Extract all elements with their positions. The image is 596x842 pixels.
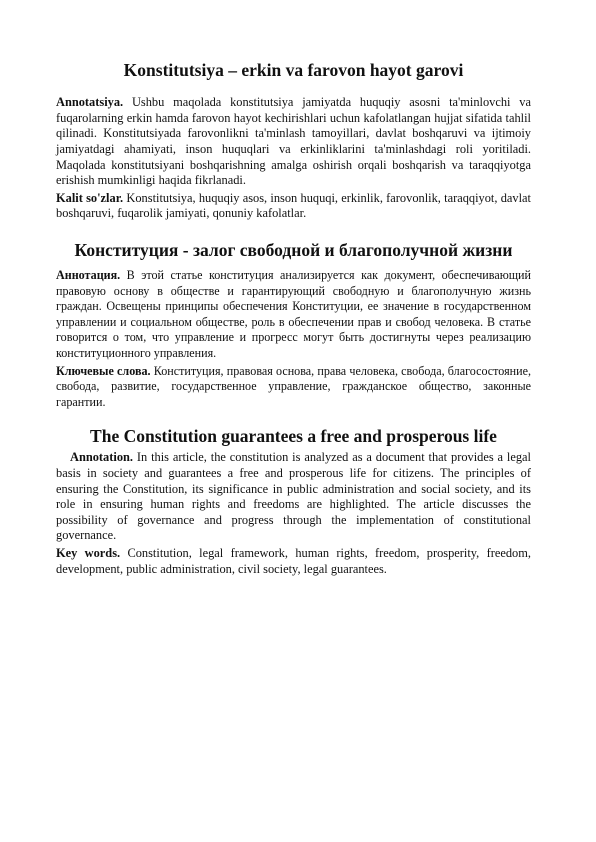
russian-keywords-text: Конституция, правовая основа, права человека, свобода, благосостояние, свобода, развитие, государственное управление, гражданское общество, законные гарантии.: [56, 363, 531, 409]
russian-keywords: [56, 364, 531, 411]
russian-abstract-label: Аннотация.: [56, 268, 121, 282]
russian-section: [56, 240, 531, 410]
russian-abstract: [56, 268, 531, 362]
russian-abstract-text: В этой статье конституция анализируется как документ, обеспечивающий правовую основу в обществе и гарантирующий свободную и благополучную жизнь граждан. Освещены принципы обеспечения Конституции, ее значение в государственном управлении и социальном обществе, роль в обеспечении прав и свобод человека. В статье говорится о том, что управление и прогресс могут быть достигнуты через реализацию конституционного управления.: [56, 268, 531, 360]
uzbek-title: Konstitutsiya – erkin va farovon hayot garovi: [123, 60, 464, 80]
english-keywords-text: Constitution, legal framework, human rights, freedom, prosperity, freedom, development, public administration, civil society, legal guarantees.: [56, 546, 531, 576]
english-keywords-label: Key words.: [56, 546, 121, 561]
english-abstract: [56, 450, 531, 544]
english-keywords: [56, 546, 531, 577]
uzbek-keywords-text: Konstitutsiya, huquqiy asos, inson huquqi, erkinlik, farovonlik, taraqqiyot, davlat boshqaruvi, fuqarolik jamiyati, qonuniy kafolatlar.: [56, 190, 531, 221]
paper-page: [56, 60, 531, 579]
uzbek-keywords: [56, 191, 531, 222]
english-abstract-label: Annotation.: [70, 450, 133, 465]
english-title: The Constitution guarantees a free and prosperous life: [90, 426, 497, 447]
uzbek-abstract-text: Ushbu maqolada konstitutsiya jamiyatda huquqiy asosni ta'minlovchi va fuqarolarning erkin hamda farovon hayot kechirishlari uchun kafolatlangan hujjat sifatida tahlil qilinadi. Konstitutsiyada farovonlikni ta'minlash tamoyillari, davlat boshqaruvi va ijtimoiy jamiyatdagi ahamiyati, inson huquqlari va erkinliklarini ta'minlashdagi roli yoritiladi. Maqolada konstitutsiyani boshqarishning amalga oshirish orqali boshqarish va taraqqiyotga erishish mumkinligi haqida fikrlanadi.: [56, 95, 531, 188]
english-section: [56, 426, 531, 577]
english-abstract-text: In this article, the constitution is analyzed as a document that provides a legal basis in society and guarantees a free and prosperous life for citizens. The principles of ensuring the Constitution, its significance in public administration and social society, and its role in ensuring human rights and freedoms are highlighted. The article discusses the possibility of governance and progress through the implementation of constitutional governance.: [56, 450, 531, 543]
uzbek-keywords-label: Kalit so'zlar.: [56, 190, 124, 205]
uzbek-abstract: [56, 95, 531, 189]
russian-keywords-label: Ключевые слова.: [56, 363, 151, 378]
uzbek-abstract-label: Annotatsiya.: [56, 95, 124, 110]
uzbek-section: [56, 60, 531, 222]
russian-title: Конституция - залог свободной и благополучной жизни: [74, 239, 513, 260]
